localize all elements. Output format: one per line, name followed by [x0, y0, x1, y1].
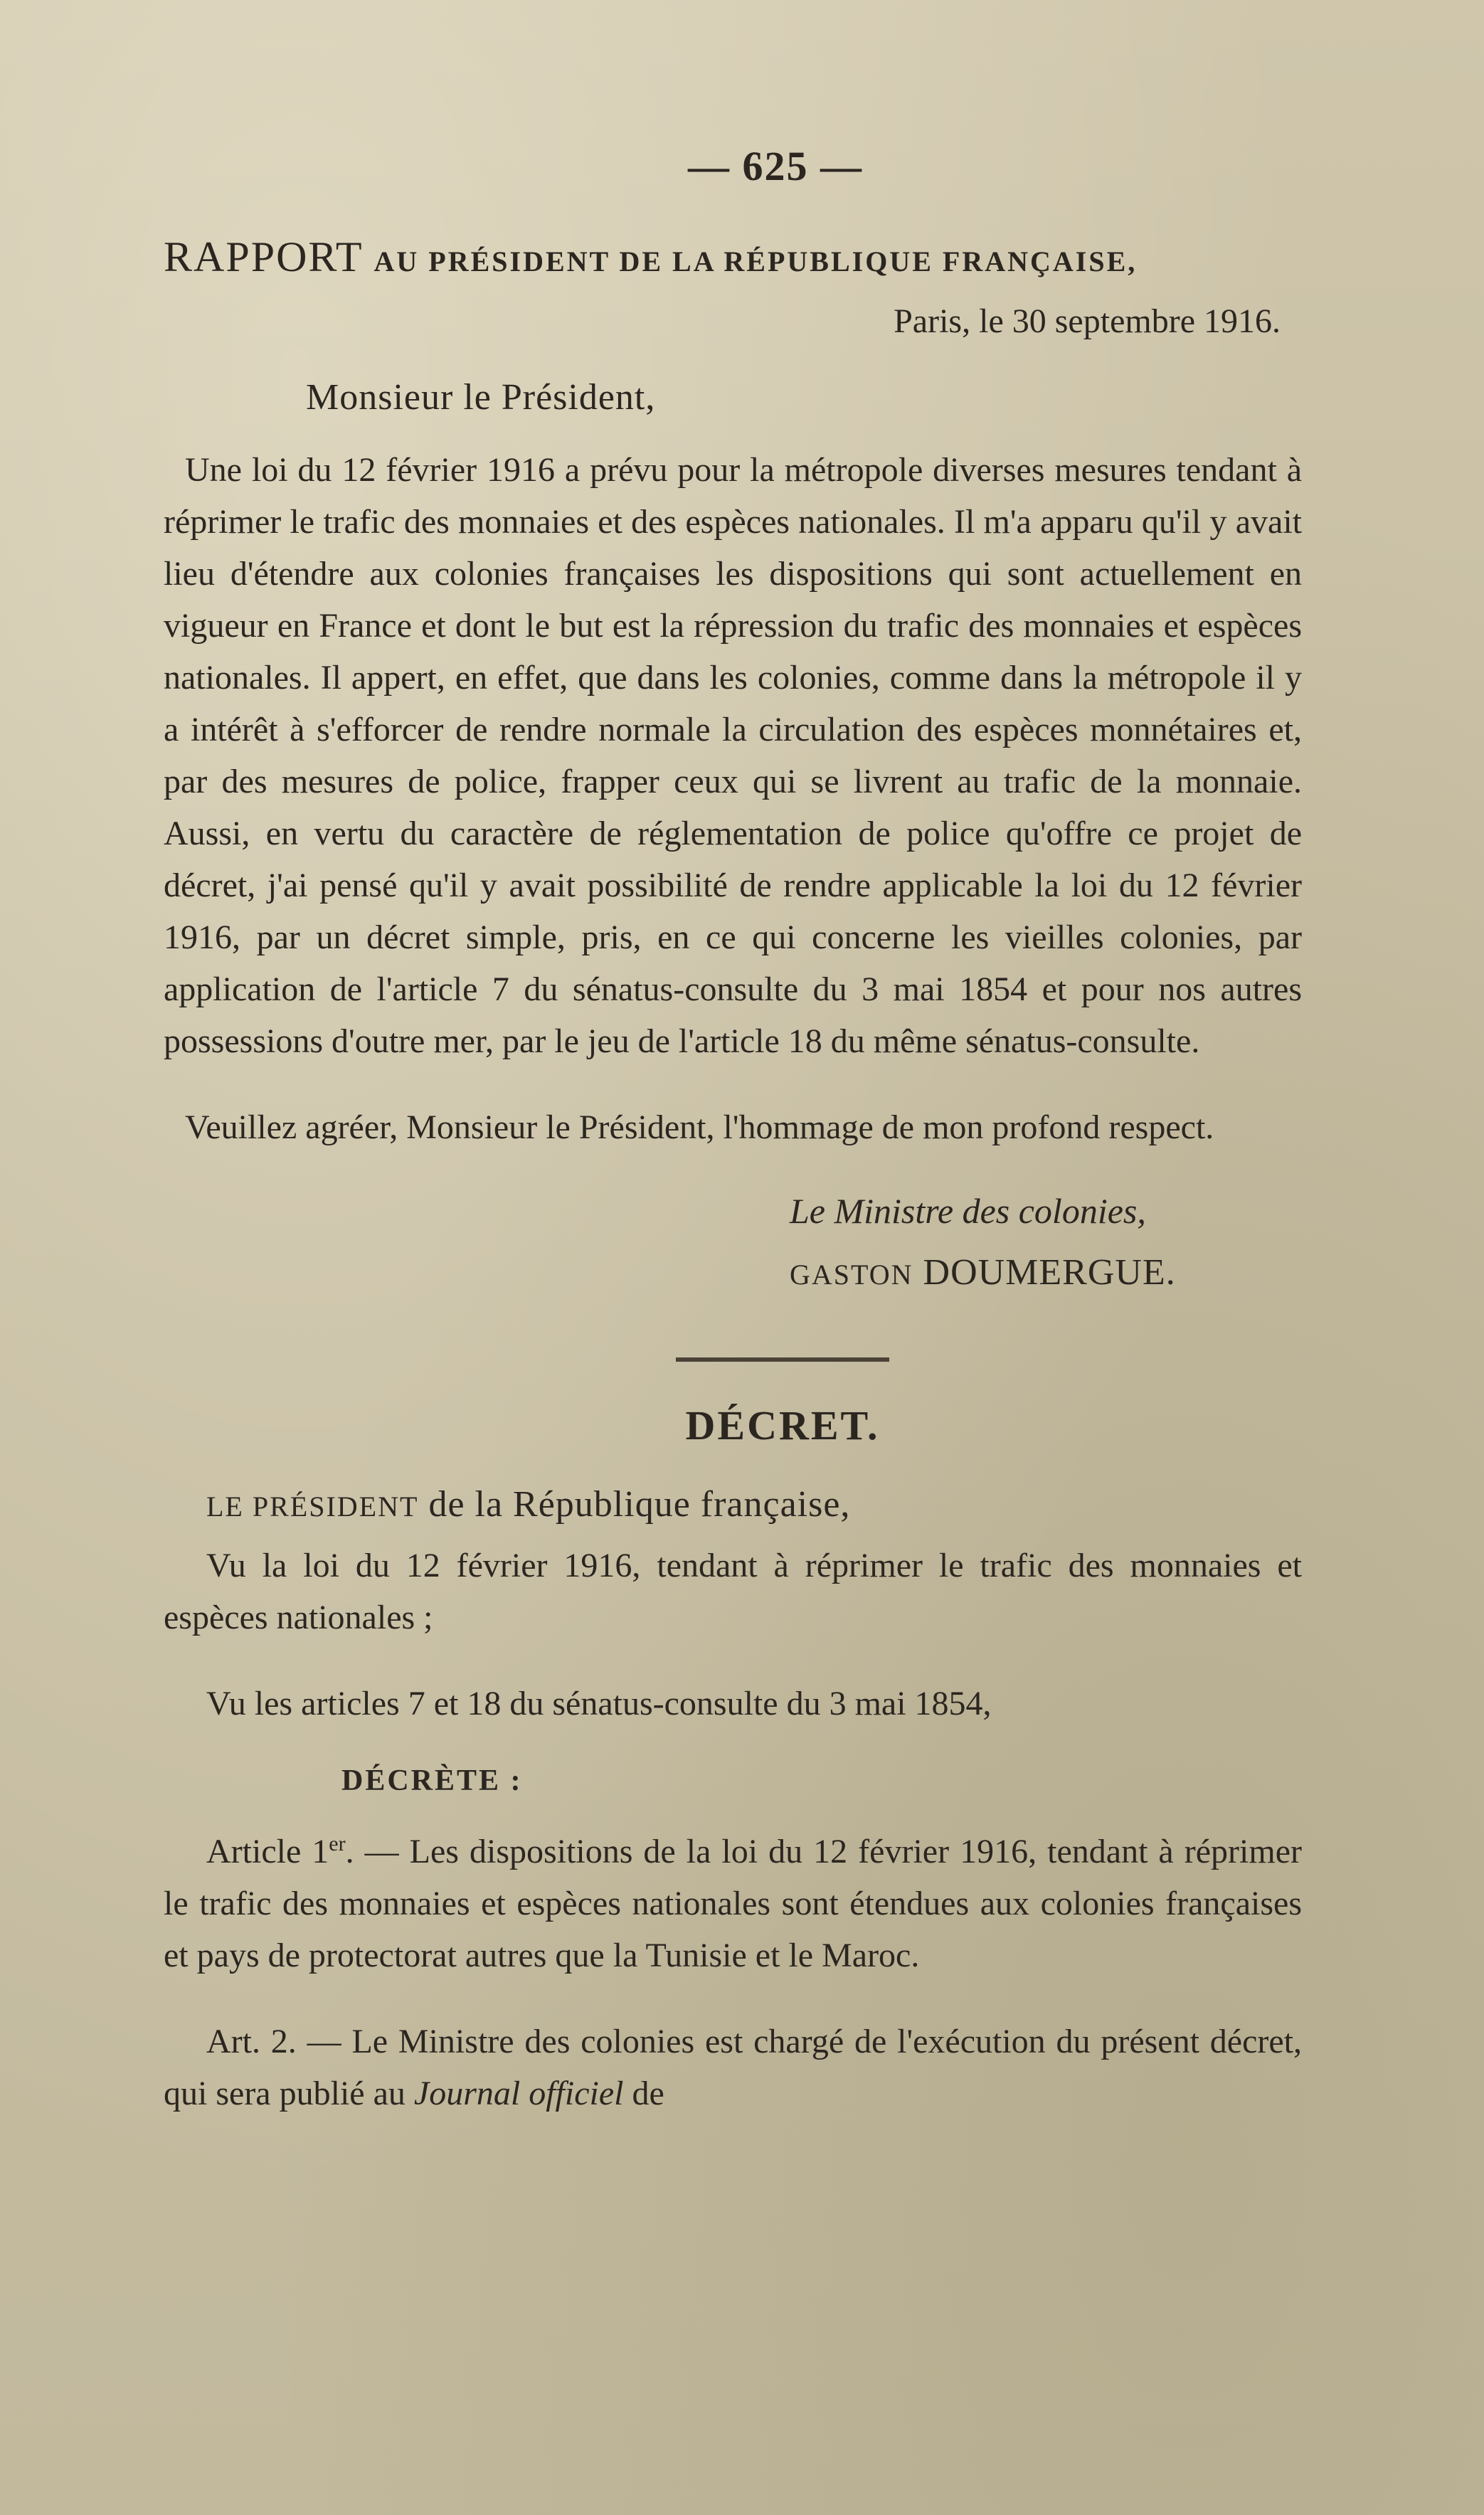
decret-president-line — [164, 1483, 1302, 1525]
signature-name — [790, 1251, 1302, 1293]
document-page — [164, 142, 1302, 2154]
rapport-closing: Veuillez agréer, Monsieur le Président, l'hommage de mon profond respect. — [185, 1108, 1214, 1146]
decret-president-rest: de la République française, — [428, 1484, 851, 1525]
signature-first-name: GASTON — [790, 1259, 913, 1291]
signature-title: Le Ministre des colonies, — [790, 1191, 1146, 1231]
decret-president-word: LE PRÉSIDENT — [206, 1491, 419, 1523]
article-2-end: de — [623, 2075, 664, 2112]
decret-vu-articles: Vu les articles 7 et 18 du sénatus-consulte du 3 mai 1854, — [206, 1685, 992, 1722]
rapport-heading — [164, 233, 1302, 282]
article-1-text: . — Les dispositions de la loi du 12 février 1916, tendant à réprimer le trafic des monnaies et espèces nationales sont étendues aux colonies françaises et pays de protectorat autres que la Tunisie et le Maroc. — [164, 1833, 1302, 1974]
article-1-label: Article 1 — [206, 1833, 329, 1870]
page-number: — 625 — — [688, 143, 863, 189]
decret-title: DÉCRET. — [685, 1402, 880, 1449]
signature-last-name: DOUMERGUE. — [923, 1252, 1176, 1293]
article-1-sup: er — [329, 1832, 346, 1855]
rapport-heading-rest: AU PRÉSIDENT DE LA RÉPUBLIQUE FRANÇAISE, — [373, 245, 1138, 277]
article-2 — [164, 2016, 1302, 2119]
decret-vu-loi: Vu la loi du 12 février 1916, tendant à réprimer le trafic des monnaies et espèces nationales ; — [164, 1547, 1302, 1636]
article-2-journal: Journal officiel — [413, 2075, 624, 2112]
decret-decrete: DÉCRÈTE : — [341, 1764, 523, 1797]
rapport-body: Une loi du 12 février 1916 a prévu pour la métropole diverses mesures tendant à réprimer le trafic des monnaies et des espèces nationales. Il m'a apparu qu'il y avait lieu d'étendre aux colonies françaises les dispositions qui sont actuellement en vigueur en France et dont le but est la répression du trafic des monnaies et espèces nationales. Il appert, en effet, que dans les colonies, comme dans la métropole il y a intérêt à s'efforcer de rendre normale la circulation des espèces monnétaires et, par des mesures de police, frapper ceux qui se livrent au trafic de la monnaie. Aussi, en vertu du caractère de réglementation de police qu'offre ce projet de décret, j'ai pensé qu'il y avait possibilité de rendre applicable la loi du 12 février 1916, par un décret simple, pris, en ce qui concerne les vieilles colonies, par application de l'article 7 du sénatus-consulte du 3 mai 1854 et pour nos autres possessions d'outre mer, par le jeu de l'article 18 du même sénatus-consulte. — [164, 451, 1302, 1060]
article-2-text: Art. 2. — Le Ministre des colonies est chargé de l'exécution du présent décret, qui sera publié au — [164, 2023, 1302, 2112]
article-1 — [164, 1818, 1302, 1981]
rapport-date: Paris, le 30 septembre 1916. — [894, 302, 1281, 340]
rapport-salutation: Monsieur le Président, — [306, 377, 656, 418]
section-divider — [676, 1357, 889, 1362]
rapport-heading-word: RAPPORT — [164, 233, 364, 280]
